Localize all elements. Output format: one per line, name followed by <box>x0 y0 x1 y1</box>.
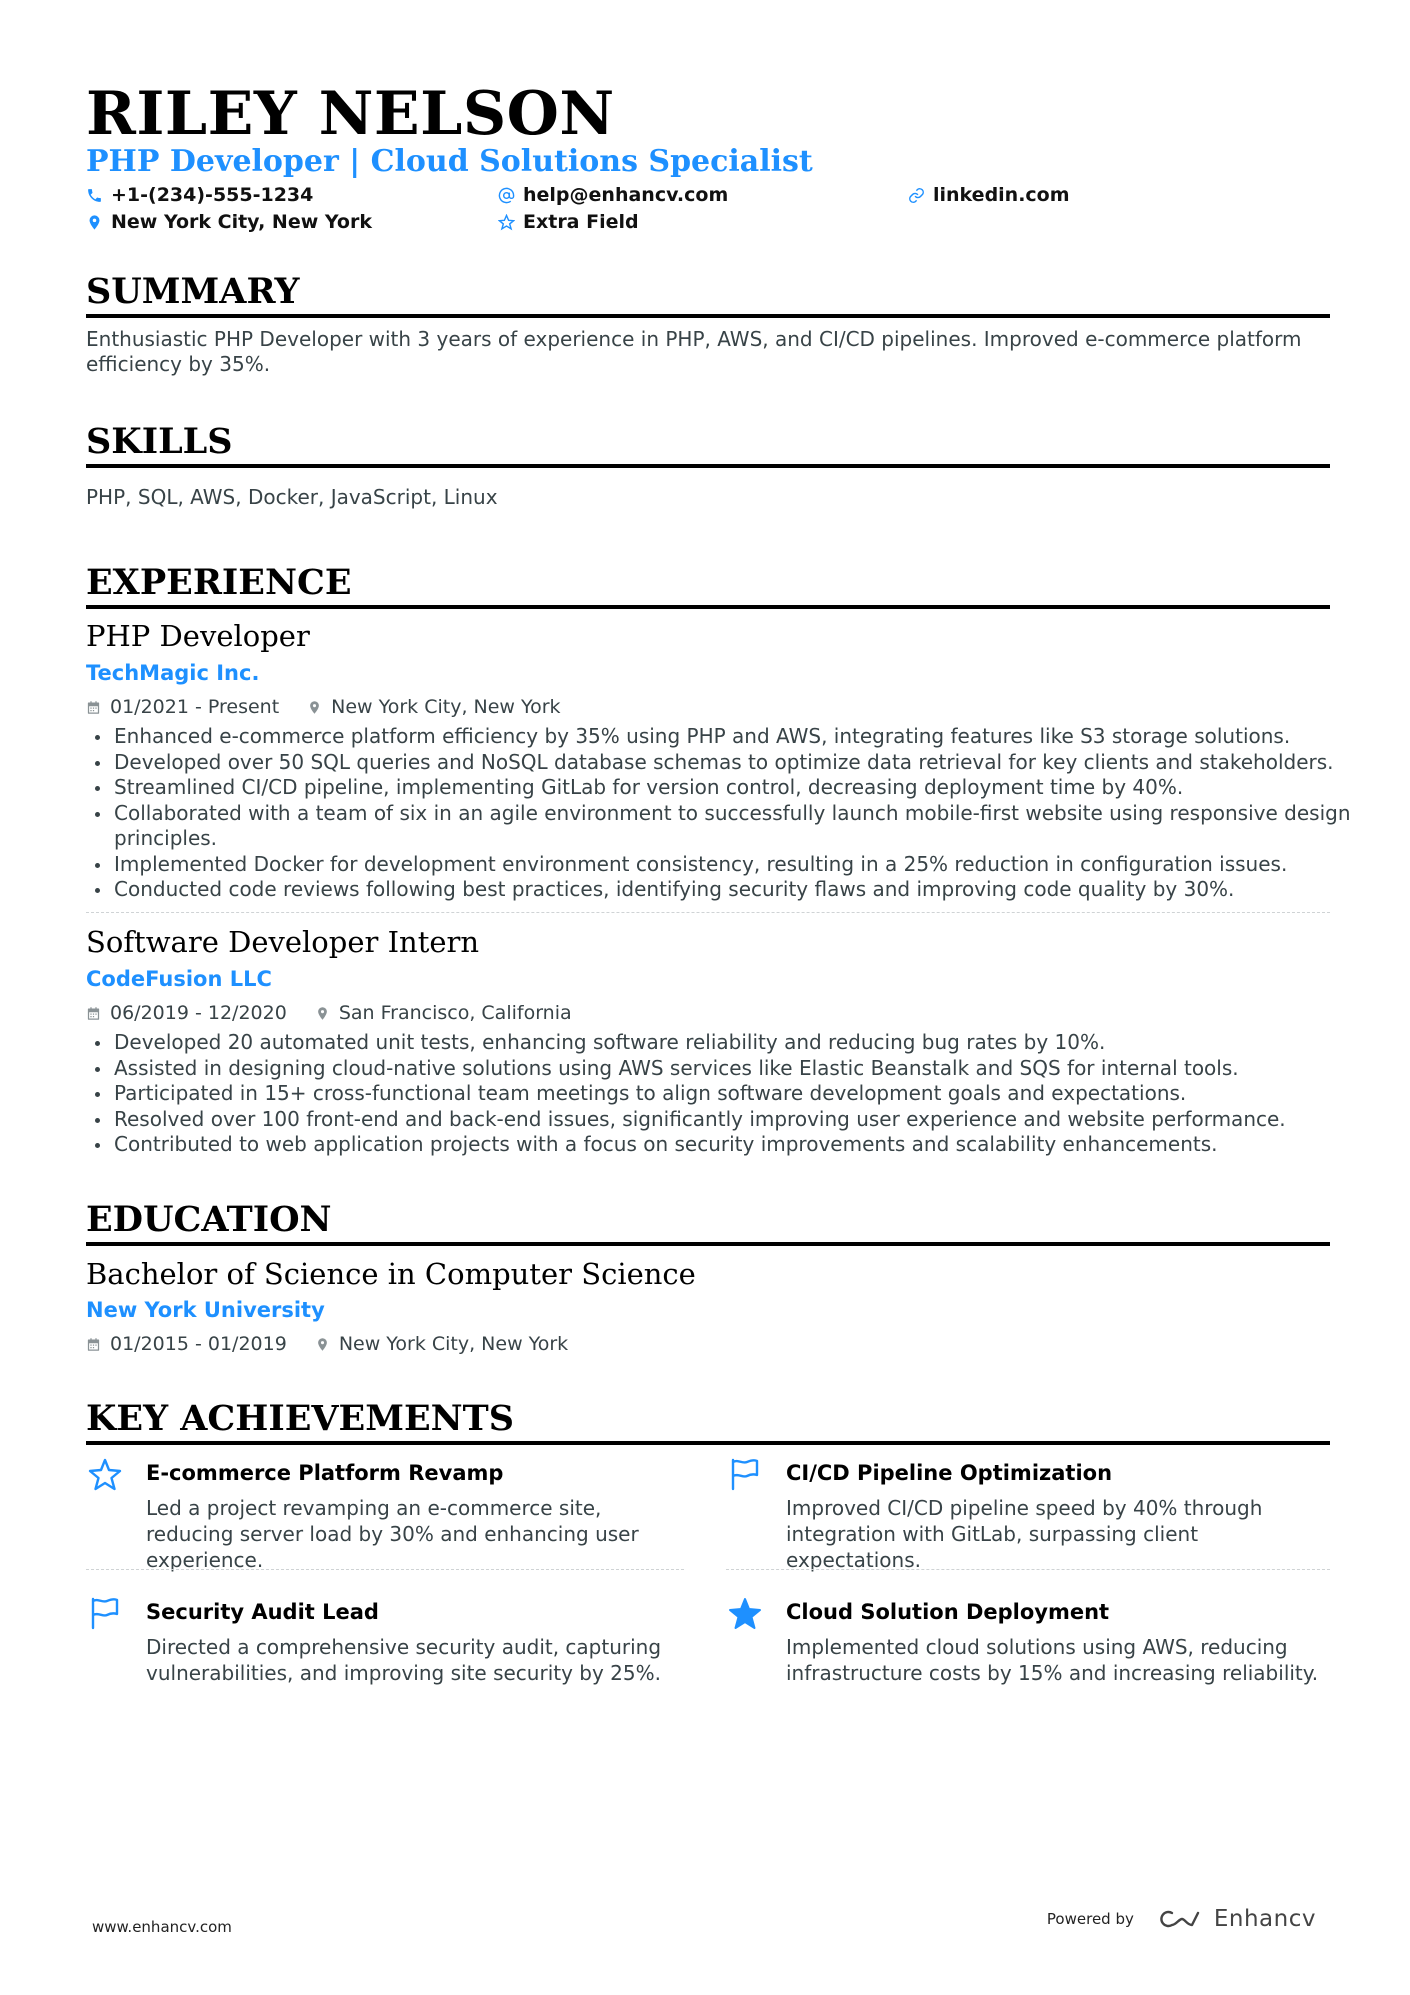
job-location: San Francisco, California <box>338 1002 572 1024</box>
footer-powered <box>1047 1906 1316 1932</box>
education-dates: 01/2015 - 01/2019 <box>110 1333 287 1355</box>
achievement-text: Implemented cloud solutions using AWS, reducing infrastructure costs by 15% and increasing reliability. <box>786 1635 1319 1685</box>
phone-icon <box>86 187 103 204</box>
contact-linkedin[interactable] <box>908 184 1070 206</box>
powered-by-label: Powered by <box>1046 1910 1134 1928</box>
job-meta <box>86 1001 572 1025</box>
section-heading-achievements: KEY ACHIEVEMENTS <box>86 1397 1330 1445</box>
candidate-title: PHP Developer | Cloud Solutions Specialist <box>86 144 813 179</box>
job-dates: 06/2019 - 12/2020 <box>110 1002 287 1024</box>
section-heading-education: EDUCATION <box>86 1198 1330 1246</box>
degree-title: Bachelor of Science in Computer Science <box>86 1257 696 1291</box>
achievement-title: Cloud Solution Deployment <box>786 1600 1110 1624</box>
star-outline-icon <box>86 1455 124 1493</box>
bullet-item: Contributed to web application projects with a focus on security improvements and scalability enhancements. <box>114 1132 1358 1158</box>
bullet-item: Enhanced e-commerce platform efficiency by 35% using PHP and AWS, integrating features like S3 storage solutions. <box>114 724 1358 750</box>
phone-text: +1-(234)-555-1234 <box>111 184 314 206</box>
job-dates: 01/2021 - Present <box>110 696 280 718</box>
company-name: CodeFusion LLC <box>86 967 272 991</box>
calendar-icon <box>86 700 101 715</box>
map-pin-icon <box>86 214 103 231</box>
school-name: New York University <box>86 1298 325 1322</box>
map-pin-icon <box>315 1337 330 1352</box>
contact-location <box>86 211 372 233</box>
bullet-item: Implemented Docker for development environment consistency, resulting in a 25% reduction in configuration issues. <box>114 852 1358 878</box>
at-sign-icon <box>498 187 515 204</box>
flag-icon <box>726 1455 764 1493</box>
star-filled-icon <box>726 1594 764 1632</box>
map-pin-icon <box>307 700 322 715</box>
skills-text: PHP, SQL, AWS, Docker, JavaScript, Linux <box>86 485 498 509</box>
section-heading-skills: SKILLS <box>86 420 1330 468</box>
divider <box>86 912 1330 913</box>
link-icon <box>908 187 925 204</box>
enhancv-brand-name: Enhancv <box>1213 1906 1316 1932</box>
bullet-item: Conducted code reviews following best practices, identifying security flaws and improving code quality by 30%. <box>114 877 1358 903</box>
divider <box>726 1569 1330 1570</box>
calendar-icon <box>86 1337 101 1352</box>
job-meta <box>86 695 561 719</box>
bullet-item: Assisted in designing cloud-native solutions using AWS services like Elastic Beanstalk and SQS for internal tools. <box>114 1056 1358 1082</box>
candidate-name: RILEY NELSON <box>86 79 615 149</box>
enhancv-logo-icon <box>1158 1907 1204 1931</box>
contact-extra <box>498 211 639 233</box>
achievement-text: Led a project revamping an e-commerce site, reducing server load by 30% and enhancing user experience. <box>146 1496 639 1572</box>
email-link[interactable]: help@enhancv.com <box>523 184 729 206</box>
bullet-item: Resolved over 100 front-end and back-end issues, significantly improving user experience and website performance. <box>114 1107 1358 1133</box>
job-location: New York City, New York <box>331 696 561 718</box>
map-pin-icon <box>315 1006 330 1021</box>
company-name: TechMagic Inc. <box>86 661 260 685</box>
bullet-item: Collaborated with a team of six in an agile environment to successfully launch mobile-first website using responsive design principles. <box>114 801 1358 852</box>
bullet-item: Developed 20 automated unit tests, enhancing software reliability and reducing bug rates by 10%. <box>114 1030 1358 1056</box>
footer-website[interactable]: www.enhancv.com <box>92 1918 232 1936</box>
divider <box>86 1569 684 1570</box>
job-bullets <box>86 724 1358 903</box>
summary-text: Enthusiastic PHP Developer with 3 years of experience in PHP, AWS, and CI/CD pipelines. Improved e-commerce platform efficiency by 35%. <box>86 327 1302 376</box>
contact-email[interactable] <box>498 184 728 206</box>
flag-icon <box>86 1594 124 1632</box>
bullet-item: Developed over 50 SQL queries and NoSQL database schemas to optimize data retrieval for key clients and stakeholders. <box>114 750 1358 776</box>
job-bullets <box>86 1030 1358 1158</box>
achievement-text: Directed a comprehensive security audit, capturing vulnerabilities, and improving site security by 25%. <box>146 1635 662 1685</box>
contact-phone <box>86 184 313 206</box>
star-icon <box>498 214 515 231</box>
linkedin-link[interactable]: linkedin.com <box>933 184 1070 206</box>
section-heading-summary: SUMMARY <box>86 270 1330 318</box>
achievement-title: E-commerce Platform Revamp <box>146 1461 504 1485</box>
calendar-icon <box>86 1006 101 1021</box>
job-title: Software Developer Intern <box>86 925 480 959</box>
bullet-item: Participated in 15+ cross-functional team meetings to align software development goals and expectations. <box>114 1081 1358 1107</box>
achievement-title: CI/CD Pipeline Optimization <box>786 1461 1113 1485</box>
education-meta <box>86 1332 568 1356</box>
achievement-title: Security Audit Lead <box>146 1600 379 1624</box>
achievement-text: Improved CI/CD pipeline speed by 40% through integration with GitLab, surpassing client expectations. <box>786 1496 1263 1572</box>
job-title: PHP Developer <box>86 619 310 653</box>
extra-field-text: Extra Field <box>523 211 639 233</box>
location-text: New York City, New York <box>111 211 372 233</box>
education-location: New York City, New York <box>338 1333 569 1355</box>
bullet-item: Streamlined CI/CD pipeline, implementing GitLab for version control, decreasing deployment time by 40%. <box>114 775 1358 801</box>
enhancv-logo[interactable] <box>1158 1906 1316 1932</box>
section-heading-experience: EXPERIENCE <box>86 561 1330 609</box>
